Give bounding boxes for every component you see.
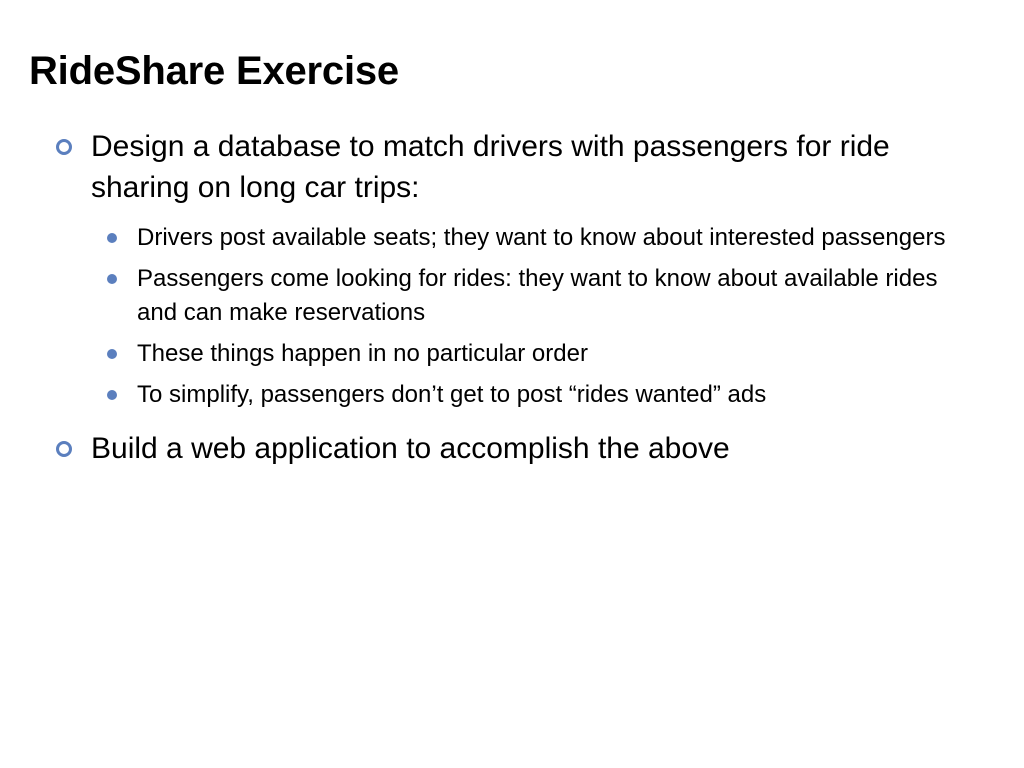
slide-title: RideShare Exercise bbox=[29, 49, 399, 93]
filled-circle-bullet-icon bbox=[107, 390, 117, 400]
bullet-item bbox=[56, 126, 976, 208]
bullet-text: Design a database to match drivers with passengers for ride sharing on long car trips: bbox=[91, 130, 890, 204]
sub-bullet-item bbox=[56, 337, 976, 371]
sub-bullet-text: These things happen in no particular order bbox=[137, 340, 588, 367]
bullet-item bbox=[56, 428, 976, 469]
hollow-circle-bullet-icon bbox=[56, 139, 72, 155]
filled-circle-bullet-icon bbox=[107, 233, 117, 243]
filled-circle-bullet-icon bbox=[107, 274, 117, 284]
sub-bullet-text: Passengers come looking for rides: they want to know about available rides and can make reservations bbox=[137, 265, 938, 326]
sub-bullet-item bbox=[56, 262, 976, 330]
slide-body bbox=[56, 126, 976, 469]
sub-bullet-item bbox=[56, 221, 976, 255]
sub-bullet-item bbox=[56, 378, 976, 412]
hollow-circle-bullet-icon bbox=[56, 441, 72, 457]
filled-circle-bullet-icon bbox=[107, 349, 117, 359]
sub-bullet-text: To simplify, passengers don’t get to post “rides wanted” ads bbox=[137, 381, 767, 408]
bullet-text: Build a web application to accomplish the above bbox=[91, 432, 730, 465]
sub-bullet-list bbox=[56, 221, 976, 412]
sub-bullet-text: Drivers post available seats; they want to know about interested passengers bbox=[137, 224, 946, 251]
